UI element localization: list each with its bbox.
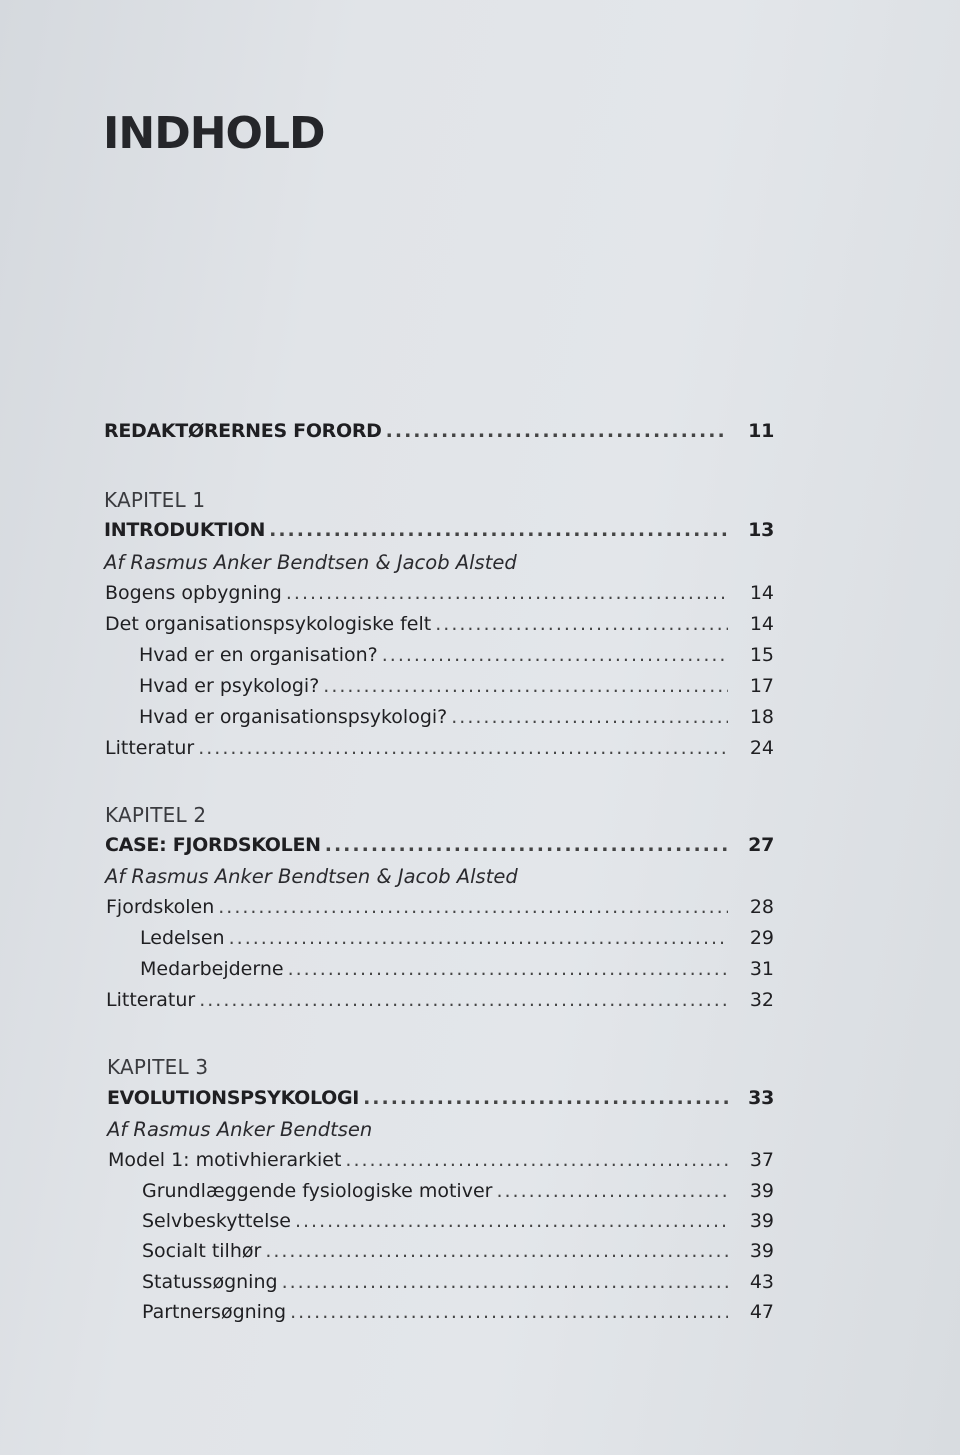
toc-label: INTRODUKTION xyxy=(104,519,266,541)
toc-label: Hvad er organisationspsykologi? xyxy=(139,706,448,728)
toc-page-number: 43 xyxy=(749,1271,774,1293)
toc-page-number: 47 xyxy=(749,1301,774,1323)
toc-entry[interactable] xyxy=(105,737,774,767)
toc-subentry[interactable] xyxy=(139,706,774,736)
toc-label: Statussøgning xyxy=(142,1271,278,1293)
dot-leader xyxy=(265,1240,728,1262)
toc-subentry[interactable] xyxy=(139,644,774,674)
toc-entry-chapter-title[interactable] xyxy=(104,519,774,549)
toc-page-number: 37 xyxy=(749,1149,774,1171)
dot-leader xyxy=(295,1210,728,1232)
toc-page-number: 39 xyxy=(749,1240,774,1262)
dot-leader xyxy=(386,420,728,442)
toc-page-number: 39 xyxy=(749,1180,774,1202)
toc-label: CASE: FJORDSKOLEN xyxy=(105,834,321,856)
toc-page-number: 11 xyxy=(748,420,774,442)
chapter-heading: KAPITEL 3 xyxy=(107,1055,209,1079)
toc-page-number: 33 xyxy=(748,1087,774,1109)
chapter-byline: Af Rasmus Anker Bendtsen xyxy=(107,1118,373,1141)
toc-page-number: 29 xyxy=(749,927,774,949)
toc-page-number: 24 xyxy=(749,737,774,759)
toc-entry[interactable] xyxy=(106,896,774,926)
toc-subentry[interactable] xyxy=(142,1271,774,1301)
toc-label: Litteratur xyxy=(105,737,195,759)
dot-leader xyxy=(290,1301,728,1323)
toc-label: Bogens opbygning xyxy=(105,582,282,604)
toc-subentry[interactable] xyxy=(140,927,774,957)
dot-leader xyxy=(325,834,728,856)
chapter-heading: KAPITEL 1 xyxy=(104,488,206,512)
toc-label: Det organisationspsykologiske felt xyxy=(105,613,432,635)
toc-label: Partnersøgning xyxy=(142,1301,287,1323)
toc-subentry[interactable] xyxy=(142,1301,774,1331)
dot-leader xyxy=(363,1087,728,1109)
toc-label: REDAKTØRERNES FORORD xyxy=(104,420,382,442)
toc-label: Hvad er en organisation? xyxy=(139,644,378,666)
chapter-heading: KAPITEL 2 xyxy=(105,803,207,827)
dot-leader xyxy=(269,519,728,541)
toc-subentry[interactable] xyxy=(142,1180,774,1210)
dot-leader xyxy=(198,737,728,759)
toc-page-number: 18 xyxy=(749,706,774,728)
dot-leader xyxy=(229,927,728,949)
toc-page-number: 14 xyxy=(749,613,774,635)
toc-label: EVOLUTIONSPSYKOLOGI xyxy=(107,1087,360,1109)
toc-page-number: 32 xyxy=(749,989,774,1011)
toc-subentry[interactable] xyxy=(142,1210,774,1240)
dot-leader xyxy=(435,613,728,635)
toc-page-number: 13 xyxy=(748,519,774,541)
toc-page-number: 17 xyxy=(749,675,774,697)
toc-subentry[interactable] xyxy=(139,675,774,705)
toc-label: Model 1: motivhierarkiet xyxy=(108,1149,342,1171)
toc-label: Ledelsen xyxy=(140,927,225,949)
dot-leader xyxy=(199,989,728,1011)
toc-entry[interactable] xyxy=(105,582,774,612)
dot-leader xyxy=(382,644,728,666)
toc-page-number: 15 xyxy=(749,644,774,666)
toc-page-number: 14 xyxy=(749,582,774,604)
toc-page-number: 27 xyxy=(748,834,774,856)
dot-leader xyxy=(288,958,728,980)
toc-label: Medarbejderne xyxy=(140,958,284,980)
dot-leader xyxy=(345,1149,728,1171)
toc-subentry[interactable] xyxy=(140,958,774,988)
toc-label: Socialt tilhør xyxy=(142,1240,262,1262)
dot-leader xyxy=(451,706,728,728)
page-title: INDHOLD xyxy=(103,108,325,159)
toc-entry-chapter-title[interactable] xyxy=(105,834,774,864)
toc-page-number: 28 xyxy=(749,896,774,918)
dot-leader xyxy=(323,675,728,697)
toc-entry[interactable] xyxy=(105,613,774,643)
toc-entry-foreword[interactable] xyxy=(104,420,774,450)
dot-leader xyxy=(286,582,728,604)
dot-leader xyxy=(282,1271,728,1293)
toc-page-number: 39 xyxy=(749,1210,774,1232)
toc-page-number: 31 xyxy=(749,958,774,980)
toc-entry[interactable] xyxy=(108,1149,774,1179)
dot-leader xyxy=(218,896,728,918)
toc-label: Hvad er psykologi? xyxy=(139,675,320,697)
chapter-byline: Af Rasmus Anker Bendtsen & Jacob Alsted xyxy=(105,865,518,888)
chapter-byline: Af Rasmus Anker Bendtsen & Jacob Alsted xyxy=(104,551,517,574)
toc-entry-chapter-title[interactable] xyxy=(107,1087,774,1117)
dot-leader xyxy=(496,1180,728,1202)
toc-label: Selvbeskyttelse xyxy=(142,1210,291,1232)
toc-label: Litteratur xyxy=(106,989,196,1011)
toc-entry[interactable] xyxy=(106,989,774,1019)
toc-label: Fjordskolen xyxy=(106,896,215,918)
toc-subentry[interactable] xyxy=(142,1240,774,1270)
toc-label: Grundlæggende fysiologiske motiver xyxy=(142,1180,493,1202)
